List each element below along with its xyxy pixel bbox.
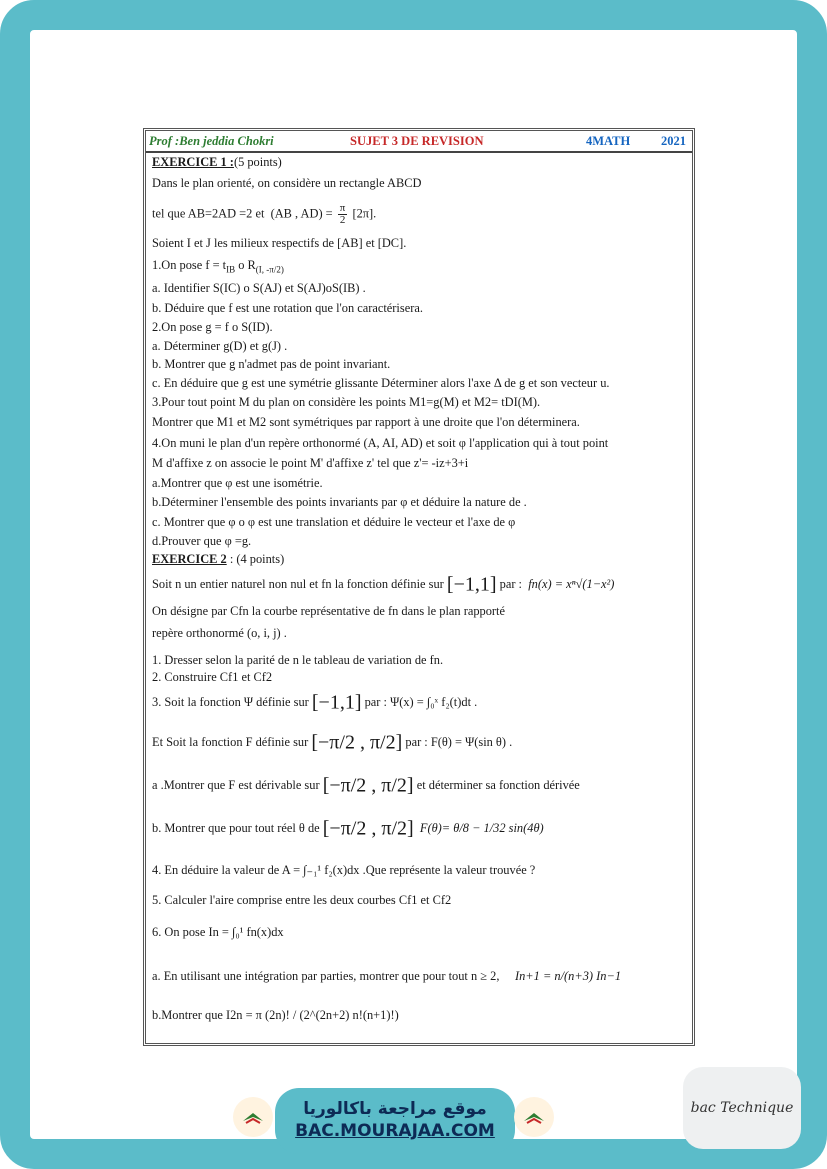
ex1-q4d: d.Prouver que φ =g. — [152, 534, 252, 548]
site-logo-button[interactable] — [275, 1088, 515, 1154]
ex2-q4: 4. En déduire la valeur de A = ∫₋₁¹ f₂(x)dx .Que représente la valeur trouvée ? — [152, 863, 536, 877]
class-label: 4MATH — [586, 134, 631, 148]
subject-title: SUJET 3 DE REVISION — [350, 134, 484, 148]
exercise1-heading: EXERCICE 1 :(5 points) — [152, 155, 282, 169]
ex1-q1b: b. Déduire que f est une rotation que l'on caractérisera. — [152, 301, 423, 315]
ex2-q1: 1. Dresser selon la parité de n le tableau de variation de fn. — [152, 653, 444, 667]
ex2-q6b: b.Montrer que I2n = π (2n)! / (2^(2n+2) n!(n+1)!) — [152, 1008, 399, 1022]
ex1-q4b: b.Déterminer l'ensemble des points invariants par φ et déduire la nature de . — [152, 495, 527, 509]
ex1-q2b: b. Montrer que g n'admet pas de point invariant. — [152, 357, 391, 371]
site-name-arabic: موقع مراجعة باكالوريا — [303, 1099, 487, 1119]
ex2-line1: Soit n un entier naturel non nul et fn la fonction définie sur [−1,1] par : fn(x) = xⁿ√(1−x²) — [152, 573, 615, 596]
ex2-q6a: a. En utilisant une intégration par parties, montrer que pour tout n ≥ 2, In+1 = n/(n+3) In−1 — [152, 969, 622, 983]
ex2-q3: 3. Soit la fonction Ψ définie sur [−1,1] par : Ψ(x) = ∫₀ˣ f₂(t)dt . — [152, 691, 478, 714]
ex1-q1: 1.On pose $f = t_{IB}$ o $R_{(I, -\pi/2)}$ — [152, 258, 284, 275]
ex2-qb: b. Montrer que pour tout réel θ de [−π/2 , π/2] F(θ)= θ/8 − 1/32 sin(4θ) — [152, 817, 544, 840]
exercise2-heading: EXERCICE 2 : (4 points) — [152, 552, 285, 566]
ex2-qa: a .Montrer que F est dérivable sur [−π/2 , π/2] et déterminer sa fonction dérivée — [152, 774, 580, 797]
ex1-q4-line2: M d'affixe z on associe le point M' d'affixe z' tel que z'= -iz+3+i — [152, 456, 469, 470]
exam-header — [146, 131, 692, 153]
ex1-line1: Dans le plan orienté, on considère un rectangle ABCD — [152, 176, 422, 190]
ex2-q5: 5. Calculer l'aire comprise entre les deux courbes Cf1 et Cf2 — [152, 893, 452, 907]
site-url-link[interactable]: BAC.MOURAJAA.COM — [295, 1121, 495, 1141]
ex1-q4: 4.On muni le plan d'un repère orthonormé (A, AI, AD) et soit φ l'application qui à tout point — [152, 436, 609, 450]
ex2-line3: repère orthonormé (o, i, j) . — [152, 626, 287, 640]
ex1-q2c: c. En déduire que g est une symétrie glissante Déterminer alors l'axe Δ de g et son vecteur u. — [152, 376, 610, 390]
ex1-q2: 2.On pose g = f o S(ID). — [152, 320, 273, 334]
ex1-q2a: a. Déterminer g(D) et g(J) . — [152, 339, 288, 353]
ex1-q1a: a. Identifier S(IC) o S(AJ) et S(AJ)oS(IB) . — [152, 281, 366, 295]
teacher-name: Prof :Ben jeddia Chokri — [149, 134, 274, 148]
ex1-line2: tel que AB=2AD =2 et (AB , AD) = $\frac{\pi}{2}$ [2π]. — [152, 202, 377, 226]
year-label: 2021 — [661, 134, 686, 148]
ex2-q6: 6. On pose In = ∫₀¹ fn(x)dx — [152, 925, 284, 939]
ex2-line2: On désigne par Cfn la courbe représentative de fn dans le plan rapporté — [152, 604, 505, 618]
ex1-q3b: Montrer que M1 et M2 sont symétriques par rapport à une droite que l'on déterminera. — [152, 415, 580, 429]
ex2-q3-line2: Et Soit la fonction F définie sur [−π/2 , π/2] par : F(θ) = Ψ(sin θ) . — [152, 731, 513, 754]
ex1-line3: Soient I et J les milieux respectifs de [AB] et [DC]. — [152, 236, 407, 250]
site-logo-icon-left — [233, 1097, 273, 1137]
site-logo-icon-right — [514, 1097, 554, 1137]
ex1-q3: 3.Pour tout point M du plan on considère les points M1=g(M) et M2= tDI(M). — [152, 395, 541, 409]
exam-sheet — [143, 128, 695, 1046]
ex1-q4a: a.Montrer que φ est une isométrie. — [152, 476, 323, 490]
ex2-q2: 2. Construire Cf1 et Cf2 — [152, 670, 273, 684]
bac-technique-badge: bac Technique — [683, 1067, 801, 1149]
ex1-q4c: c. Montrer que φ o φ est une translation et déduire le vecteur et l'axe de φ — [152, 515, 516, 529]
